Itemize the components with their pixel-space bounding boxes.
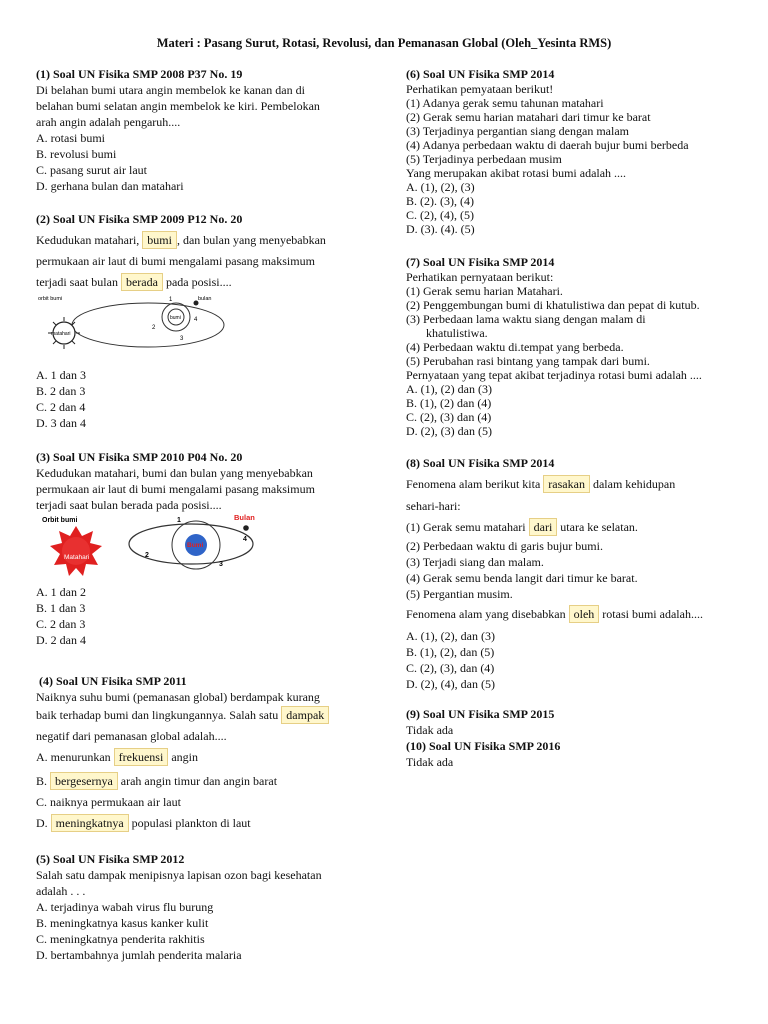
question-4-option-a (36, 747, 376, 768)
earth-label: bumi (170, 315, 181, 321)
question-6-option-a: A. (1), (2), (3) (406, 180, 475, 194)
highlight-rasakan: rasakan (543, 475, 590, 493)
question-8-text: Fenomena alam yang disebabkan (406, 607, 566, 621)
question-5-heading: (5) Soal UN Fisika SMP 2012 (36, 852, 185, 866)
moon-label: Bulan (234, 514, 255, 522)
question-5-option-d: D. bertambahnya jumlah penderita malaria (36, 948, 242, 962)
question-8-option-d: D. (2), (4), dan (5) (406, 677, 495, 691)
question-6-item: (5) Terjadinya perbedaan musim (406, 152, 562, 166)
question-8-text: Fenomena alam berikut kita (406, 477, 541, 491)
question-1-text: arah angin adalah pengaruh.... (36, 115, 181, 129)
highlight-dampak: dampak (281, 706, 329, 724)
question-2-text: , dan bulan yang menyebabkan (176, 233, 326, 247)
question-5-text: adalah . . . (36, 884, 86, 898)
question-10-text: Tidak ada (406, 755, 454, 769)
position-1: 1 (177, 517, 181, 524)
earth-orbit-line (72, 303, 224, 347)
highlight-bumi: bumi (142, 231, 177, 249)
question-3 (36, 449, 376, 648)
question-10-heading: (10) Soal UN Fisika SMP 2016 (406, 739, 561, 753)
question-6-text: Perhatikan pemyataan berikut! (406, 82, 554, 96)
question-6-option-d: D. (3). (4). (5) (406, 222, 475, 236)
option-d-text: populasi plankton di laut (131, 816, 251, 830)
question-7-item: (2) Penggembungan bumi di khatulistiwa dan pepat di kutub. (406, 298, 700, 312)
question-6-text: Yang merupakan akibat rotasi bumi adalah .... (406, 166, 627, 180)
question-8-item: (2) Perbedaan waktu di garis bujur bumi. (406, 539, 603, 553)
question-6-heading: (6) Soal UN Fisika SMP 2014 (406, 67, 555, 81)
question-3-heading: (3) Soal UN Fisika SMP 2010 P04 No. 20 (36, 450, 243, 464)
question-6-item: (1) Adanya gerak semu tahunan matahari (406, 96, 604, 110)
question-1-option-b: B. revolusi bumi (36, 147, 117, 161)
question-7-item: khatulistiwa. (426, 326, 488, 340)
question-1 (36, 66, 376, 194)
question-6-option-c: C. (2), (4), (5) (406, 208, 474, 222)
question-4-option-d (36, 813, 376, 834)
question-7 (406, 254, 746, 438)
question-7-option-b: B. (1), (2) dan (4) (406, 396, 492, 410)
question-9 (406, 706, 746, 738)
question-8-item: (5) Pergantian musim. (406, 587, 513, 601)
highlight-oleh: oleh (569, 605, 600, 623)
question-7-option-a: A. (1), (2) dan (3) (406, 382, 492, 396)
question-6-item: (3) Terjadinya pergantian siang dengan malam (406, 124, 629, 138)
position-2: 2 (152, 325, 156, 331)
question-6-option-b: B. (2). (3), (4) (406, 194, 474, 208)
question-8-option-b: B. (1), (2), dan (5) (406, 645, 495, 659)
question-7-text: Pernyataan yang tepat akibat terjadinya rotasi bumi adalah .... (406, 368, 702, 382)
position-4: 4 (194, 317, 198, 323)
question-1-option-c: C. pasang surut air laut (36, 163, 147, 177)
position-4: 4 (243, 536, 247, 543)
question-1-heading: (1) Soal UN Fisika SMP 2008 P37 No. 19 (36, 67, 243, 81)
question-8-item: (4) Gerak semu benda langit dari timur ke barat. (406, 571, 638, 585)
question-8-option-c: C. (2), (3), dan (4) (406, 661, 495, 675)
question-8-item: utara ke selatan. (560, 520, 638, 534)
left-column (36, 66, 376, 966)
question-5-option-b: B. meningkatnya kasus kanker kulit (36, 916, 209, 930)
question-8-heading: (8) Soal UN Fisika SMP 2014 (406, 456, 555, 470)
highlight-berada: berada (121, 273, 163, 291)
question-3-option-a: A. 1 dan 2 (36, 585, 86, 599)
question-8-text: sehari-hari: (406, 499, 461, 513)
question-8-text: rotasi bumi adalah.... (602, 607, 703, 621)
option-a-label: A. menurunkan (36, 750, 111, 764)
question-7-item: (3) Perbedaan lama waktu siang dengan malam di (406, 312, 646, 326)
position-3: 3 (219, 561, 223, 568)
question-2-text: Kedudukan matahari, (36, 233, 140, 247)
question-3-text: terjadi saat bulan berada pada posisi.... (36, 498, 222, 512)
question-2-text: permukaan air laut di bumi mengalami pasang maksimum (36, 254, 315, 268)
question-3-option-c: C. 2 dan 3 (36, 617, 86, 631)
question-7-item: (1) Gerak semu harian Matahari. (406, 284, 563, 298)
question-6-item: (2) Gerak semu harian matahari dari timur ke barat (406, 110, 651, 124)
question-3-option-b: B. 1 dan 3 (36, 601, 86, 615)
sun-label: Matahari (64, 554, 90, 561)
orbit-label: Orbit bumi (42, 517, 78, 524)
question-1-text: Di belahan bumi utara angin membelok ke kanan dan di (36, 83, 305, 97)
question-5 (36, 851, 376, 963)
question-2-option-a: A. 1 dan 3 (36, 368, 86, 382)
question-2-text: terjadi saat bulan (36, 275, 118, 289)
orbit-diagram-color (36, 514, 266, 584)
question-2-option-c: C. 2 dan 4 (36, 400, 86, 414)
question-7-option-d: D. (2), (3) dan (5) (406, 424, 492, 438)
moon-symbol (243, 525, 249, 531)
question-9-text: Tidak ada (406, 723, 454, 737)
option-d-label: D. (36, 816, 48, 830)
question-7-item: (4) Perbedaan waktu di.tempat yang berbeda. (406, 340, 624, 354)
question-2-option-b: B. 2 dan 3 (36, 384, 86, 398)
question-9-heading: (9) Soal UN Fisika SMP 2015 (406, 707, 555, 721)
question-4-text: Naiknya suhu bumi (pemanasan global) berdampak kurang (36, 690, 320, 704)
question-6-item: (4) Adanya perbedaan waktu di daerah bujur bumi berbeda (406, 138, 689, 152)
moon-label: bulan (198, 296, 212, 302)
question-1-text: belahan bumi selatan angin membelok ke kiri. Pembelokan (36, 99, 320, 113)
question-7-option-c: C. (2), (3) dan (4) (406, 410, 492, 424)
sun-label: matahari (51, 331, 71, 337)
question-8-option-a: A. (1), (2), dan (3) (406, 629, 495, 643)
question-10 (406, 738, 746, 770)
question-4-heading: (4) Soal UN Fisika SMP 2011 (39, 674, 187, 688)
question-8-item: (3) Terjadi siang dan malam. (406, 555, 544, 569)
question-6 (406, 66, 746, 236)
option-b-label: B. (36, 774, 48, 788)
question-5-option-c: C. meningkatnya penderita rakhitis (36, 932, 205, 946)
sun-symbol (50, 526, 102, 576)
orbit-label: orbit bumi (38, 296, 63, 302)
question-2-heading: (2) Soal UN Fisika SMP 2009 P12 No. 20 (36, 212, 243, 226)
question-8 (406, 455, 746, 692)
question-4 (36, 673, 376, 834)
question-2 (36, 211, 376, 431)
question-4-text: negatif dari pemanasan global adalah.... (36, 729, 227, 743)
position-1: 1 (169, 297, 173, 303)
question-3-option-d: D. 2 dan 4 (36, 633, 86, 647)
question-2-text: pada posisi.... (165, 275, 232, 289)
question-8-item: (1) Gerak semu matahari (406, 520, 526, 534)
position-2: 2 (145, 552, 149, 559)
question-5-text: Salah satu dampak menipisnya lapisan ozon bagi kesehatan (36, 868, 322, 882)
question-3-text: permukaan air laut di bumi mengalami pasang maksimum (36, 482, 315, 496)
question-4-option-c: C. naiknya permukaan air laut (36, 795, 181, 809)
option-b-text: arah angin timur dan angin barat (120, 774, 278, 788)
position-3: 3 (180, 336, 184, 342)
highlight-frekuensi: frekuensi (114, 748, 169, 766)
highlight-meningkatnya: meningkatnya (51, 814, 129, 832)
question-3-text: Kedudukan matahari, bumi dan bulan yang menyebabkan (36, 466, 313, 480)
highlight-bergesernya: bergesernya (50, 772, 118, 790)
highlight-dari: dari (529, 518, 558, 536)
option-a-text: angin (171, 750, 198, 764)
question-2-option-d: D. 3 dan 4 (36, 416, 86, 430)
question-7-text: Perhatikan pernyataan berikut: (406, 270, 554, 284)
question-5-option-a: A. terjadinya wabah virus flu burung (36, 900, 214, 914)
page-title: Materi : Pasang Surut, Rotasi, Revolusi, dan Pemanasan Global (Oleh_Yesinta RMS) (156, 36, 612, 50)
question-4-option-b (36, 771, 376, 792)
question-4-text: baik terhadap bumi dan lingkungannya. Salah satu (36, 708, 279, 722)
question-7-heading: (7) Soal UN Fisika SMP 2014 (406, 255, 555, 269)
right-column (406, 66, 746, 966)
question-1-option-d: D. gerhana bulan dan matahari (36, 179, 184, 193)
orbit-diagram-small (36, 295, 236, 365)
question-1-option-a: A. rotasi bumi (36, 131, 105, 145)
question-8-text: dalam kehidupan (592, 477, 676, 491)
earth-label: Bumi (187, 542, 204, 549)
question-7-item: (5) Perubahan rasi bintang yang tampak dari bumi. (406, 354, 650, 368)
